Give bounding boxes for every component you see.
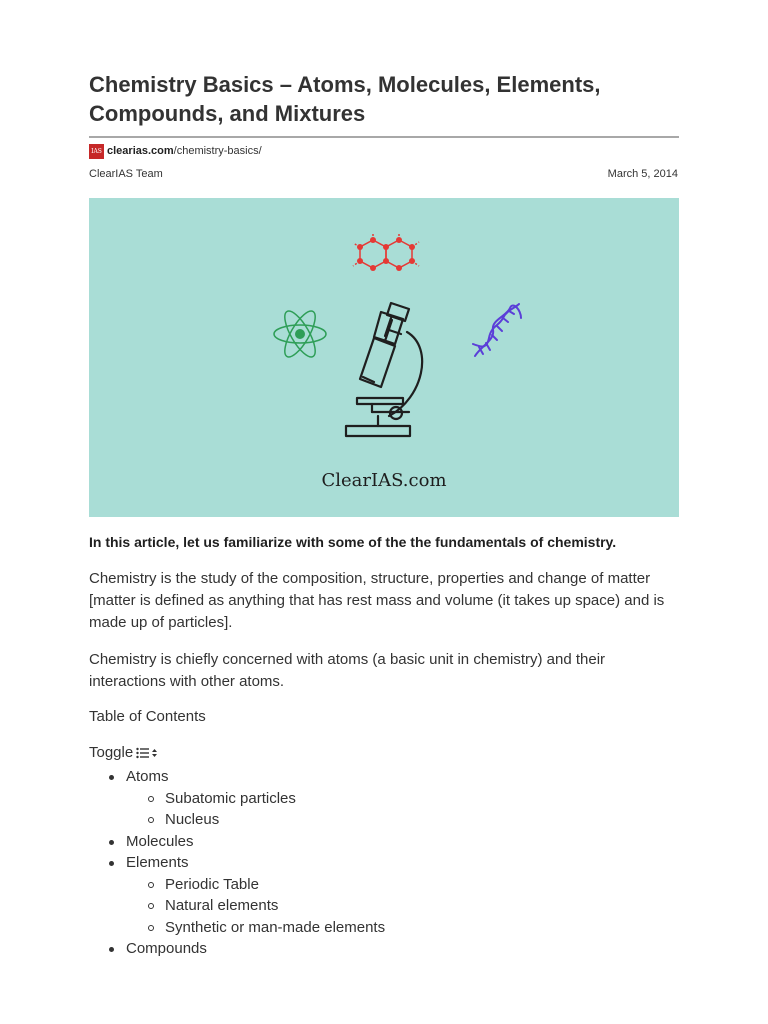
toc-heading: Table of Contents	[89, 708, 206, 725]
source-path[interactable]: /chemistry-basics/	[173, 145, 262, 157]
bullet-circle-icon	[148, 903, 154, 909]
toc-list	[89, 766, 679, 960]
title-divider	[89, 136, 679, 138]
atom-icon	[274, 307, 326, 361]
hero-caption: ClearIAS.com	[321, 470, 447, 491]
toc-item[interactable]	[89, 809, 679, 831]
toc-item-label[interactable]: Molecules	[126, 832, 194, 850]
bullet-circle-icon	[148, 796, 154, 802]
microscope-icon	[346, 303, 422, 436]
bullet-disc-icon	[109, 840, 114, 845]
toc-item[interactable]	[89, 938, 679, 960]
list-icon[interactable]	[136, 747, 158, 759]
page-title: Chemistry Basics – Atoms, Molecules, Elements, Compounds, and Mixtures	[89, 72, 601, 126]
intro-text: In this article, let us familiarize with some of the the fundamentals of chemistry.	[89, 534, 617, 550]
author-name: ClearIAS Team	[89, 168, 163, 180]
toc-item-label[interactable]: Periodic Table	[165, 875, 259, 893]
toc-item[interactable]	[89, 917, 679, 939]
source-link[interactable]	[89, 143, 262, 159]
toc-item[interactable]	[89, 788, 679, 810]
hexagon-molecule-icon	[353, 232, 419, 271]
source-domain[interactable]: clearias.com	[107, 145, 174, 157]
toc-toggle-button[interactable]	[89, 744, 158, 761]
toc-item[interactable]	[89, 766, 679, 788]
bullet-circle-icon	[148, 817, 154, 823]
toc-item-label[interactable]: Atoms	[126, 768, 169, 785]
bullet-circle-icon	[148, 925, 154, 931]
bullet-disc-icon	[109, 947, 114, 952]
toc-item[interactable]	[89, 831, 679, 853]
toc-item-label[interactable]: Elements	[126, 854, 189, 871]
dna-icon	[473, 304, 521, 356]
paragraph-atoms: Chemistry is chiefly concerned with atoms (a basic unit in chemistry) and their interactions with other atoms.	[89, 651, 606, 690]
toc-item-label[interactable]: Nucleus	[165, 811, 220, 828]
toc-item[interactable]	[89, 874, 679, 896]
toc-item-label[interactable]: Compounds	[126, 940, 207, 957]
toc-item[interactable]	[89, 852, 679, 874]
bullet-disc-icon	[109, 861, 114, 866]
hero-image	[89, 198, 679, 517]
publish-date: March 5, 2014	[607, 168, 678, 180]
toc-item-label[interactable]: Subatomic particles	[165, 789, 296, 807]
clearias-favicon-icon: IAS	[89, 144, 104, 159]
bullet-disc-icon	[109, 775, 114, 780]
toc-item-label[interactable]: Synthetic or man-made elements	[165, 918, 386, 936]
toc-item[interactable]	[89, 895, 679, 917]
toc-toggle-label[interactable]: Toggle	[89, 744, 134, 761]
toc-item-label[interactable]: Natural elements	[165, 897, 279, 914]
bullet-circle-icon	[148, 882, 154, 888]
paragraph-definition: Chemistry is the study of the composition, structure, properties and change of matter [matter is defined as anything that has rest mass and volume (it takes up space) and is made up of particles].	[89, 570, 665, 631]
